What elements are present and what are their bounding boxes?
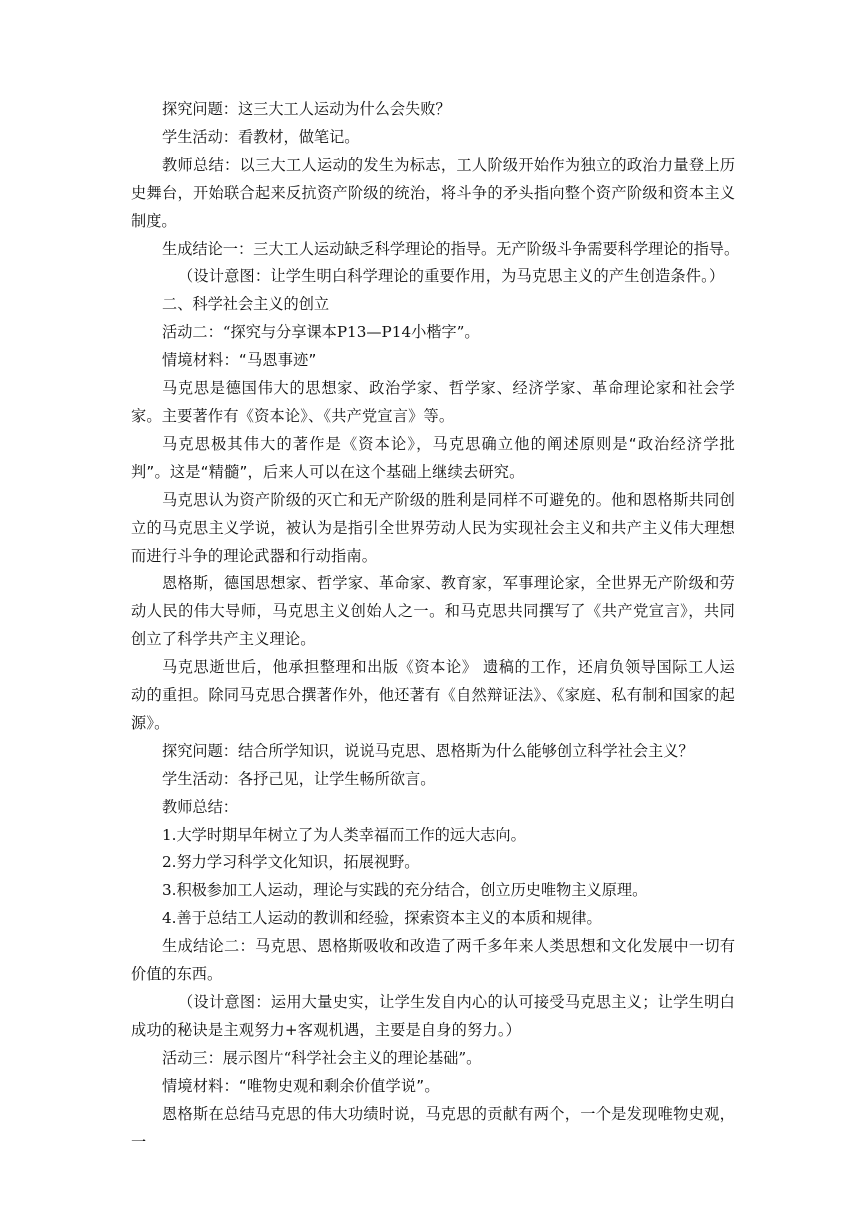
- list-item-2: 2.努力学习科学文化知识，拓展视野。: [162, 853, 420, 872]
- list-item-1: 1.大学时期早年树立了为人类幸福而工作的远大志向。: [162, 825, 526, 844]
- section-heading-2: 二、科学社会主义的创立: [162, 295, 330, 314]
- paragraph-design-intent-2: （设计意图：运用大量史实，让学生发自内心的认可接受马克思主义；让学生明白成功的秘诀是主观努力+客观机遇，主要是自身的努力。）: [131, 993, 735, 1039]
- paragraph-inquiry-question-2: 探究问题：结合所学知识，说说马克思、恩格斯为什么能够创立科学社会主义？: [162, 741, 694, 760]
- paragraph-student-activity-1: 学生活动：看教材，做笔记。: [162, 127, 360, 146]
- list-item-4: 4.善于总结工人运动的教训和经验，探索资本主义的本质和规律。: [162, 909, 602, 928]
- paragraph-activity-2: 活动二：“探究与分享课本P13—P14小楷字”。: [162, 323, 480, 342]
- paragraph-conclusion-2: 生成结论二：马克思、恩格斯吸收和改造了两千多年来人类思想和文化发展中一切有价值的东西。: [131, 937, 735, 984]
- document-body: [131, 96, 740, 1156]
- paragraph-engels-intro: 恩格斯，德国思想家、哲学家、革命家、教育家，军事理论家，全世界无产阶级和劳动人民的伟大导师，马克思主义创始人之一。和马克思共同撰写了《共产党宣言》，共同创立了科学共产主义理论。: [131, 574, 735, 649]
- paragraph-design-intent-1: （设计意图：让学生明白科学理论的重要作用，为马克思主义的产生创造条件。）: [178, 267, 725, 286]
- paragraph-marx-intro: 马克思是德国伟大的思想家、政治学家、哲学家、经济学家、革命理论家和社会学家。主要著作有《资本论》、《共产党宣言》等。: [131, 379, 735, 425]
- list-item-3: 3.积极参加工人运动，理论与实践的充分结合，创立历史唯物主义原理。: [162, 881, 648, 900]
- paragraph-marx-capital: 马克思极其伟大的著作是《资本论》，马克思确立他的阐述原则是“政治经济学批判”。这是“精髓”，后来人可以在这个基础上继续去研究。: [131, 434, 735, 481]
- paragraph-inquiry-question-1: 探究问题：这三大工人运动为什么会失败？: [162, 100, 451, 118]
- paragraph-marx-theory: 马克思认为资产阶级的灭亡和无产阶级的胜利是同样不可避免的。他和恩格斯共同创立的马克思主义学说，被认为是指引全世界劳动人民为实现社会主义和共产主义伟大理想而进行斗争的理论武器和行动指南。: [131, 490, 735, 565]
- paragraph-engels-work: 马克思逝世后，他承担整理和出版《资本论》 遗稿的工作，还肩负领导国际工人运动的重担。除同马克思合撰著作外，他还著有《自然辩证法》、《家庭、私有制和国家的起源》。: [131, 658, 735, 732]
- paragraph-activity-3: 活动三：展示图片“科学社会主义的理论基础”。: [162, 1048, 482, 1067]
- paragraph-conclusion-1: 生成结论一：三大工人运动缺乏科学理论的指导。无产阶级斗争需要科学理论的指导。: [162, 239, 740, 258]
- paragraph-student-activity-2: 学生活动：各抒己见，让学生畅所欲言。: [162, 769, 436, 788]
- paragraph-teacher-summary-1: 教师总结：以三大工人运动的发生为标志，工人阶级开始作为独立的政治力量登上历史舞台，开始联合起来反抗资产阶级的统治，将斗争的矛头指向整个资产阶级和资本主义制度。: [131, 155, 735, 230]
- paragraph-engels-summary: 恩格斯在总结马克思的伟大功绩时说，马克思的贡献有两个，一个是发现唯物史观，一: [131, 1104, 735, 1151]
- paragraph-teacher-summary-2: 教师总结：: [162, 797, 238, 816]
- paragraph-context-material-2: 情境材料：“唯物史观和剩余价值学说”。: [162, 1076, 440, 1095]
- paragraph-context-material-1: 情境材料：“马恩事迹”: [162, 351, 317, 370]
